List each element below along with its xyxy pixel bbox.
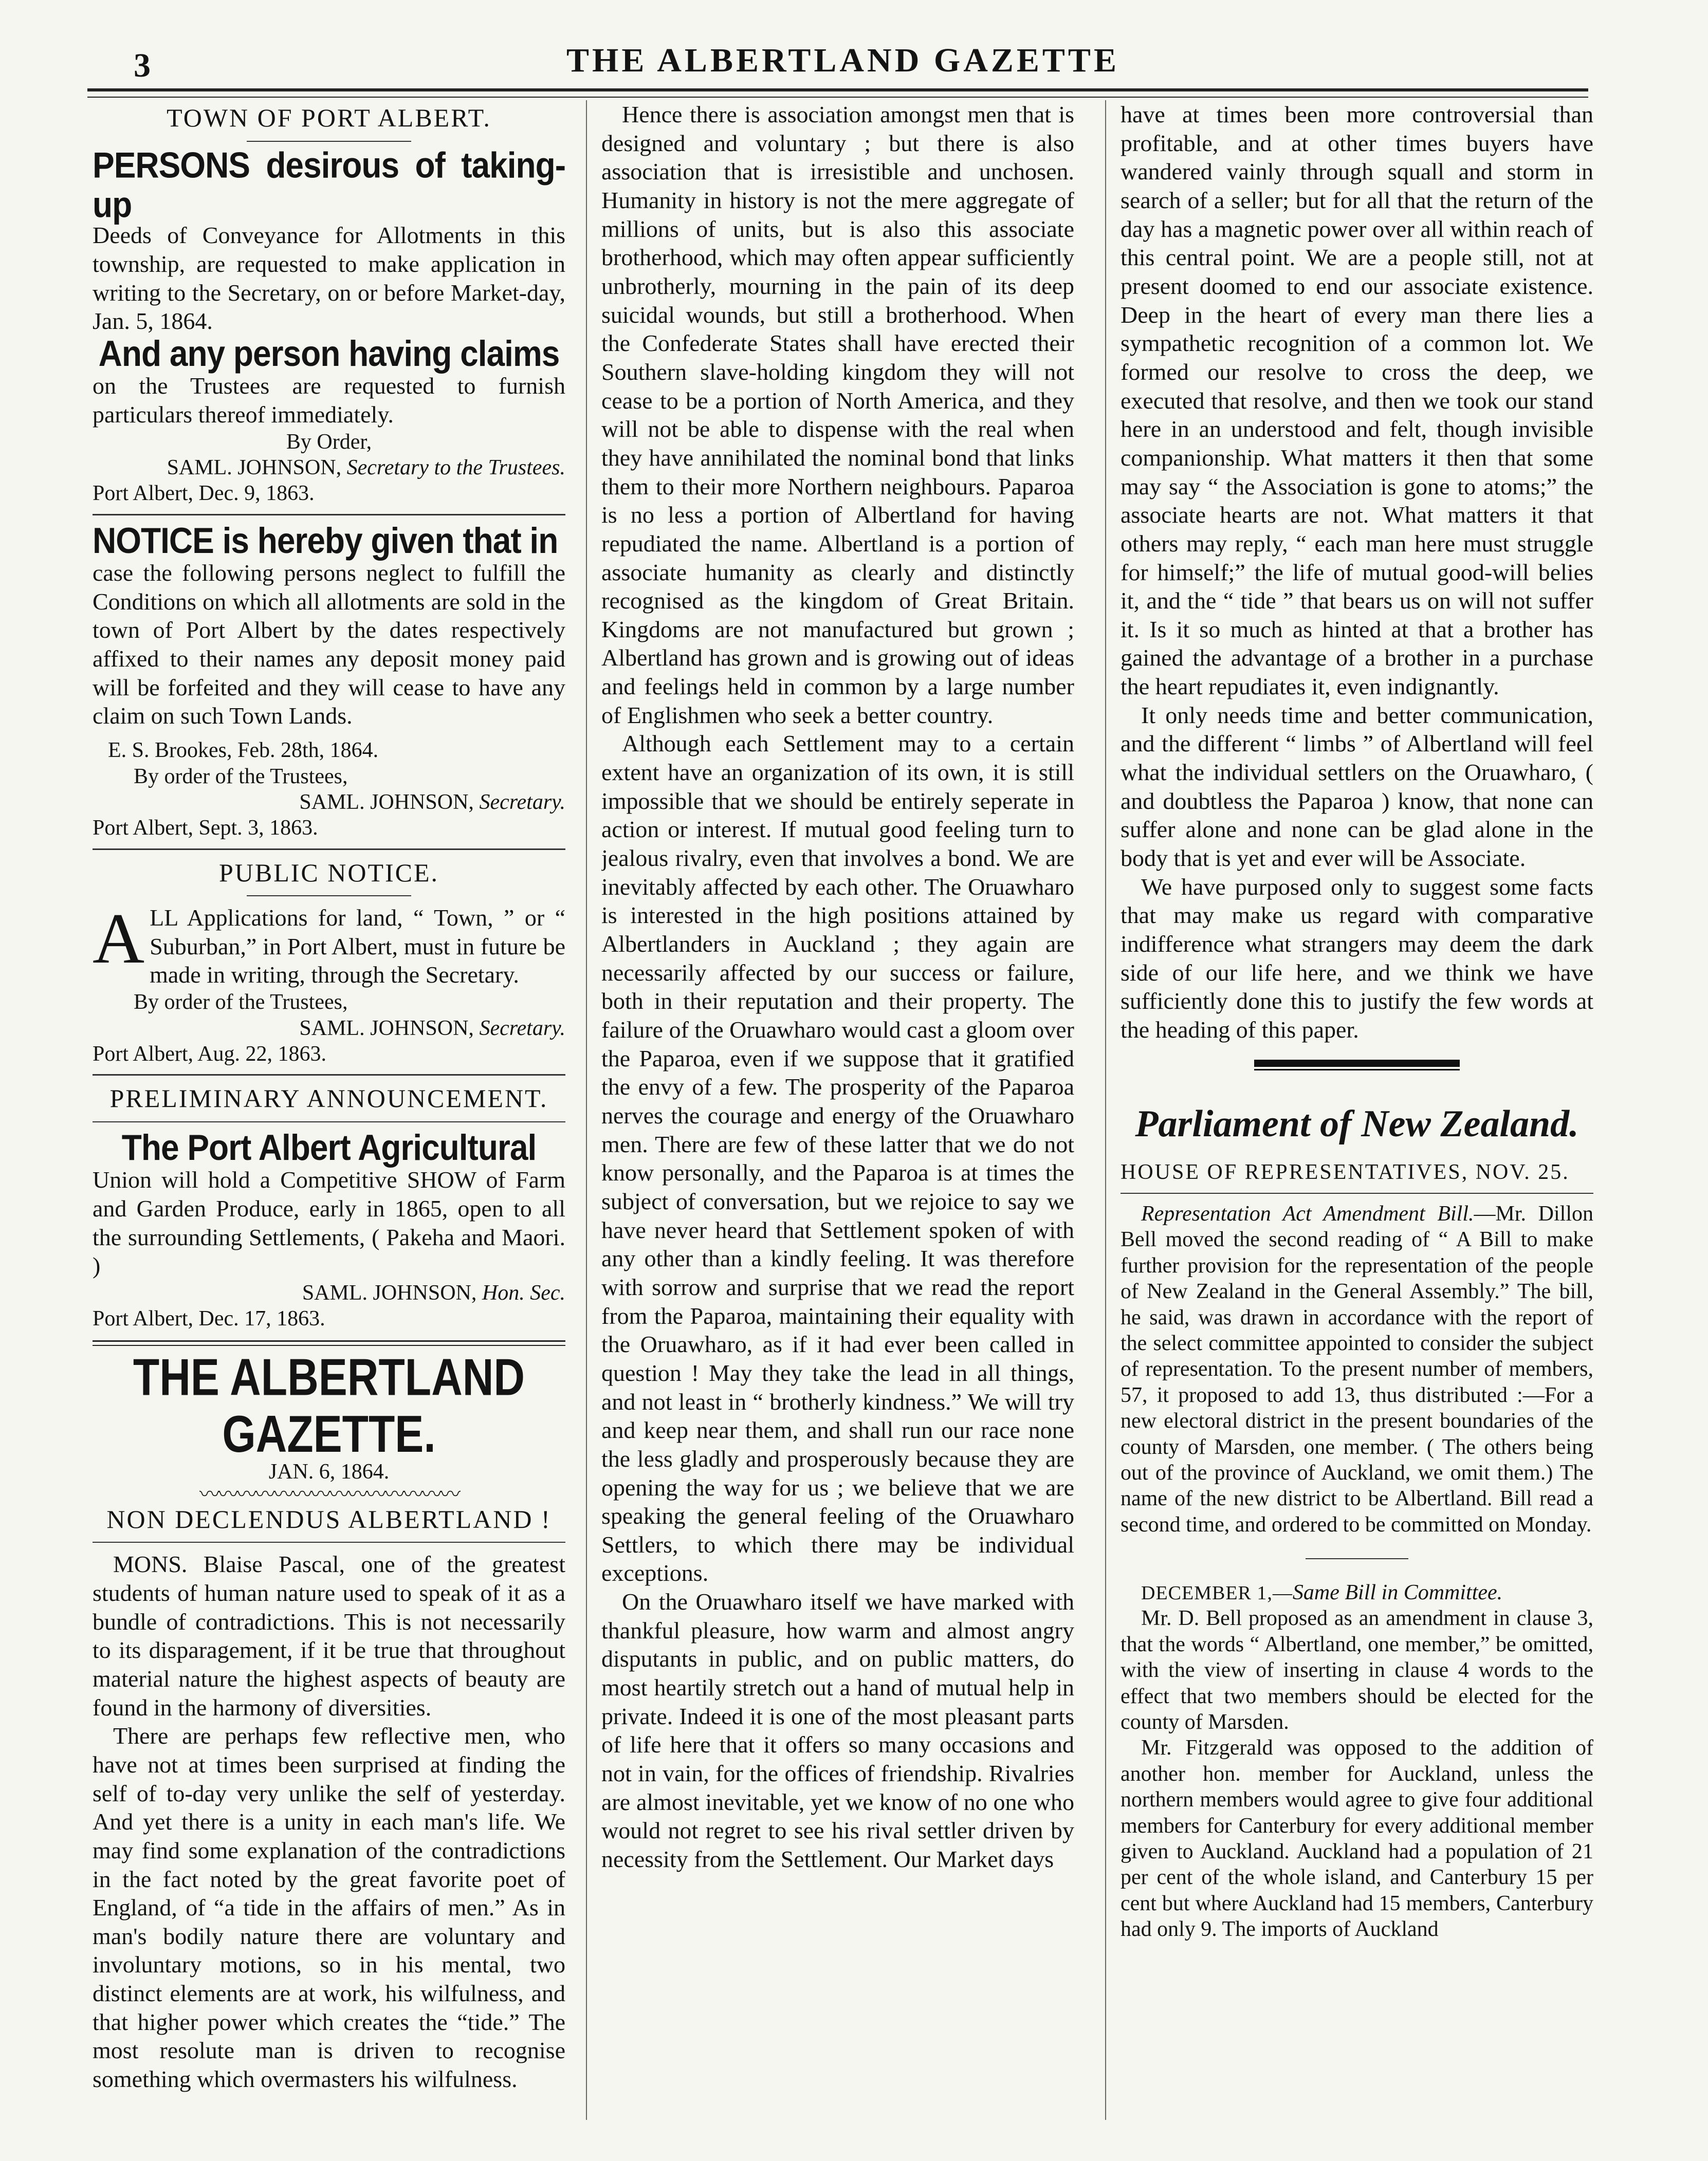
column-1	[93, 100, 565, 2146]
signature-1	[93, 455, 565, 481]
divider	[93, 1074, 565, 1076]
sig-title: Secretary.	[479, 790, 565, 814]
parliament-paragraph	[1121, 1580, 1593, 1605]
page-number: 3	[134, 47, 151, 84]
parliament-paragraph	[1121, 1201, 1593, 1538]
claims-text: on the Trustees are requested to furnish particulars thereof immediately.	[93, 373, 565, 428]
date-label: DECEMBER 1,—	[1141, 1582, 1293, 1604]
parliament-heading: Parliament of New Zealand.	[1135, 1102, 1579, 1145]
public-by-order: By order of the Trustees,	[134, 990, 348, 1014]
bill-title: Representation Act Amendment Bill.	[1141, 1202, 1474, 1226]
signature-2	[93, 789, 565, 815]
brookes-line: E. S. Brookes, Feb. 28th, 1864.	[108, 738, 379, 763]
by-order: By Order,	[286, 430, 372, 454]
place-date-4: Port Albert, Dec. 17, 1863.	[93, 1307, 325, 1331]
persons-text: Deeds of Conveyance for Allotments in this township, are requested to make application in writing to the Secretary, on or before Market-day, Jan. 5, 1864.	[93, 222, 565, 335]
place-date-1: Port Albert, Dec. 9, 1863.	[93, 482, 315, 506]
agricultural-display: The Port Albert Agricultural	[121, 1127, 537, 1168]
drop-cap: A	[93, 899, 145, 979]
sig-title: Secretary.	[479, 1016, 565, 1040]
preliminary-heading: PRELIMINARY ANNOUNCEMENT.	[109, 1084, 548, 1113]
public-notice-heading: PUBLIC NOTICE.	[218, 858, 439, 887]
sig-name: SAML. JOHNSON,	[167, 456, 342, 479]
divider	[247, 141, 411, 142]
agricultural-text: Union will hold a Competitive SHOW of Farm and Garden Produce, early in 1865, open to all the surrounding Settlements, ( Pakeha and Maori. )	[93, 1167, 565, 1279]
column-divider	[1105, 100, 1106, 2120]
editorial-paragraph: Hence there is association amongst men that is designed and voluntary ; but there is also association that is irresistible and unchosen. Humanity in history is not the mere aggregate of millions of units, but is also this associate brotherhood, which may often appear sufficiently unbrotherly, mourning in the pain of its deep suicidal wounds, but still a brotherhood. When the Confederate States shall have erected their Southern slave-holding kingdom they will not cease to be a portion of North America, and they will not be able to dispense with the real when they have annihilated the nominal bond that links them to their more Northern neighbours. Paparoa is no less a portion of Albertland for having repudiated the name. Albertland is a portion of associate humanity as clearly and distinctly recognised as the kingdom of Great Britain. Kingdoms are not manufactured but grown ; Albertland has grown and is growing out of ideas and feelings held in common by a large number of Englishmen who seek a better country.	[601, 101, 1074, 728]
signature-4	[93, 1280, 565, 1306]
sig-title: Secretary to the Trustees.	[346, 456, 565, 479]
place-date-2: Port Albert, Sept. 3, 1863.	[93, 816, 318, 840]
public-text: LL Applications for land, “ Town, ” or “ Suburban,” in Port Albert, must in future be made in writing, through the Secretary.	[150, 904, 565, 988]
town-heading: TOWN OF PORT ALBERT.	[167, 103, 491, 132]
sig-name: SAML. JOHNSON,	[302, 1281, 477, 1305]
editorial-paragraph: On the Oruawharo itself we have marked with thankful pleasure, how warm and almost angry disputants in public, and on public matters, do most heartily stretch out a hand of mutual help in private. Indeed it is one of the most pleasant parts of life here that it offers so many occasions and not in vain, for the offices of friendship. Rivalries are almost inevitable, yet we know of no one who would not regret to see his rival settler driven by necessity from the Settlement. Our Market days	[601, 1589, 1074, 1873]
divider	[93, 848, 565, 850]
bill-text: —Mr. Dillon Bell moved the second reading of “ A Bill to make further provision for the representation of the people of New Zealand in the General Assembly.” The bill, he said, was drawn in accordance with the report of the select committee appointed to consider the subject of representation. To the present number of members, 57, it proposed to add 13, thus distributed :—For a new electoral district in the present boundaries of the county of Marsden, one member. ( The others being out of the province of Auckland, we omit them.) The name of the new district to be Albertland. Bill read a second time, and ordered to be committed on Monday.	[1121, 1202, 1593, 1537]
column-2	[601, 100, 1074, 2146]
divider	[1121, 1193, 1593, 1194]
persons-display: PERSONS desirous of taking-up	[93, 144, 565, 225]
by-order-trustees: By order of the Trustees,	[134, 764, 348, 788]
editorial-paragraph: It only needs time and better communication, and the different “ limbs ” of Albertland will feel what the individual settlers on the Oruawharo, ( and doubtless the Paparoa ) know, that none can suffer alone and none can be glad alone in the body that is yet and ever will be Associate.	[1121, 701, 1593, 872]
house-line: HOUSE OF REPRESENTATIVES, NOV. 25.	[1121, 1160, 1570, 1185]
header-rule	[87, 88, 1588, 98]
signature-3	[93, 1015, 565, 1041]
sig-title: Hon. Sec.	[482, 1281, 565, 1305]
sig-name: SAML. JOHNSON,	[299, 790, 474, 814]
editorial-paragraph: have at times been more controversial than profitable, and at other times buyers have wandered vainly through squall and storm in search of a seller; but for all that the return of the day has a magnetic power over all within reach of this central point. We are a people still, not at present doomed to end our associate existence. Deep in the heart of every man there lies a sympathetic recognition of a common lot. We formed our resolve to cross the deep, we executed that resolve, and then we took our stand here in an understood and felt, though invisible companionship. What matters it then that some may say “ the Association is gone to atoms;” the associate hearts are not. What matters it that others may reply, “ each man here must struggle for himself;” the life of mutual good-will belies it, and the “ tide ” that bears us on will not suffer it. Is it so much as hinted at that a brother has gained the advantage of a brother in a purchase the heart repudiates it, even indignantly.	[1121, 101, 1593, 700]
public-notice-text	[93, 899, 565, 989]
gazette-date: JAN. 6, 1864.	[268, 1460, 390, 1484]
editorial-heading: NON DECLENDUS ALBERTLAND !	[106, 1504, 552, 1534]
gazette-title: THE ALBERTLAND GAZETTE.	[133, 1347, 525, 1463]
divider	[247, 895, 411, 896]
editorial-paragraph: There are perhaps few reflective men, who have not at times been surprised at finding the self of to-day very unlike the self of yesterday. And yet there is a unity in each man's life. We may find some explanation of the contradictions in the fact noted by the great favorite poet of England, of “a tide in the affairs of men.” As in man's bodily nature there are voluntary and involuntary motions, so in his mental, two distinct elements are at work, his wilfulness, and that higher power which creates the “tide.” The most resolute man is driven to recognise something which overmasters his wilfulness.	[93, 1723, 565, 2093]
place-date-3: Port Albert, Aug. 22, 1863.	[93, 1042, 327, 1066]
sig-name: SAML. JOHNSON,	[299, 1016, 474, 1040]
column-3	[1121, 100, 1593, 2146]
notice-text: case the following persons neglect to fulfill the Conditions on which all allotments are sold in the town of Port Albert by the dates respectively affixed to their names any deposit money paid will be forfeited and they will cease to have any claim on such Town Lands.	[93, 560, 565, 729]
wavy-rule: 〰〰〰〰〰〰〰〰〰〰〰〰〰〰	[199, 1482, 458, 1506]
divider	[1306, 1558, 1408, 1559]
masthead-title: THE ALBERTLAND GAZETTE	[566, 42, 1119, 79]
divider	[1254, 1060, 1460, 1067]
divider	[93, 1340, 565, 1346]
divider	[1254, 1069, 1460, 1070]
divider	[93, 1542, 565, 1543]
page-header	[87, 41, 1599, 87]
editorial-paragraph: Although each Settlement may to a certain extent have an organization of its own, it is still impossible that we should be entirely seperate in action or interest. If mutual good feeling turn to jealous rivalry, even that involves a bond. We are inevitably affected by each other. The Oruawharo is interested in the high positions attained by Albertlanders in Auckland ; they again are necessarily affected by our success or failure, both in their reputation and their property. The failure of the Oruawharo would cast a gloom over the Paparoa, even if we suppose that it gratified the envy of a few. The prosperity of the Paparoa nerves the courage and energy of the Oruawharo men. There are few of these latter that we do not know personally, and the Paparoa is at times the subject of conversation, but we rejoice to say we have never heard that Settlement spoken of with any other than a kindly feeling. It was therefore with sorrow and surprise that we read the report from the Paparoa, maintaining their equality with the Oruawharo, as if it had ever been called in question ! May they take the lead in all things, and not least in “ brotherly kindness.” We will try and keep near them, and shall run our race none the less gladly and prosperously because they are opening the way for us ; we believe that we are speaking the general feeling of the Oruawharo Settlers, to which there may be individual exceptions.	[601, 730, 1074, 1586]
parliament-paragraph: Mr. D. Bell proposed as an amendment in clause 3, that the words “ Albertland, one member,” be omitted, with the view of inserting in clause 4 words to the effect that two members should be elected for the county of Marsden.	[1121, 1606, 1593, 1734]
column-divider	[586, 100, 587, 2120]
editorial-paragraph: We have purposed only to suggest some facts that may make us regard with comparative indifference what strangers may deem the dark side of our life here, and we think we have sufficiently done this to justify the few words at the heading of this paper.	[1121, 873, 1593, 1043]
editorial-paragraph: MONS. Blaise Pascal, one of the greatest students of human nature used to speak of it as a bundle of contradictions. This is not necessarily to its disparagement, if it be true that throughout material nature the highest aspects of beauty are found in the harmony of diversities.	[93, 1551, 565, 1721]
notice-display: NOTICE is hereby given that in	[93, 520, 558, 561]
parliament-paragraph: Mr. Fitzgerald was opposed to the addition of another hon. member for Auckland, unless the northern members would agree to give four additional members for Canterbury for every additional member given to Auckland. Auckland had a population of 21 per cent of the whole island, and Canterbury 15 per cent but where Auckland had 15 members, Canterbury had only 9. The imports of Auckland	[1121, 1736, 1593, 1942]
claims-display: And any person having claims	[98, 333, 560, 374]
divider	[93, 1121, 565, 1122]
committee-title: Same Bill in Committee.	[1292, 1581, 1503, 1605]
divider	[93, 514, 565, 515]
